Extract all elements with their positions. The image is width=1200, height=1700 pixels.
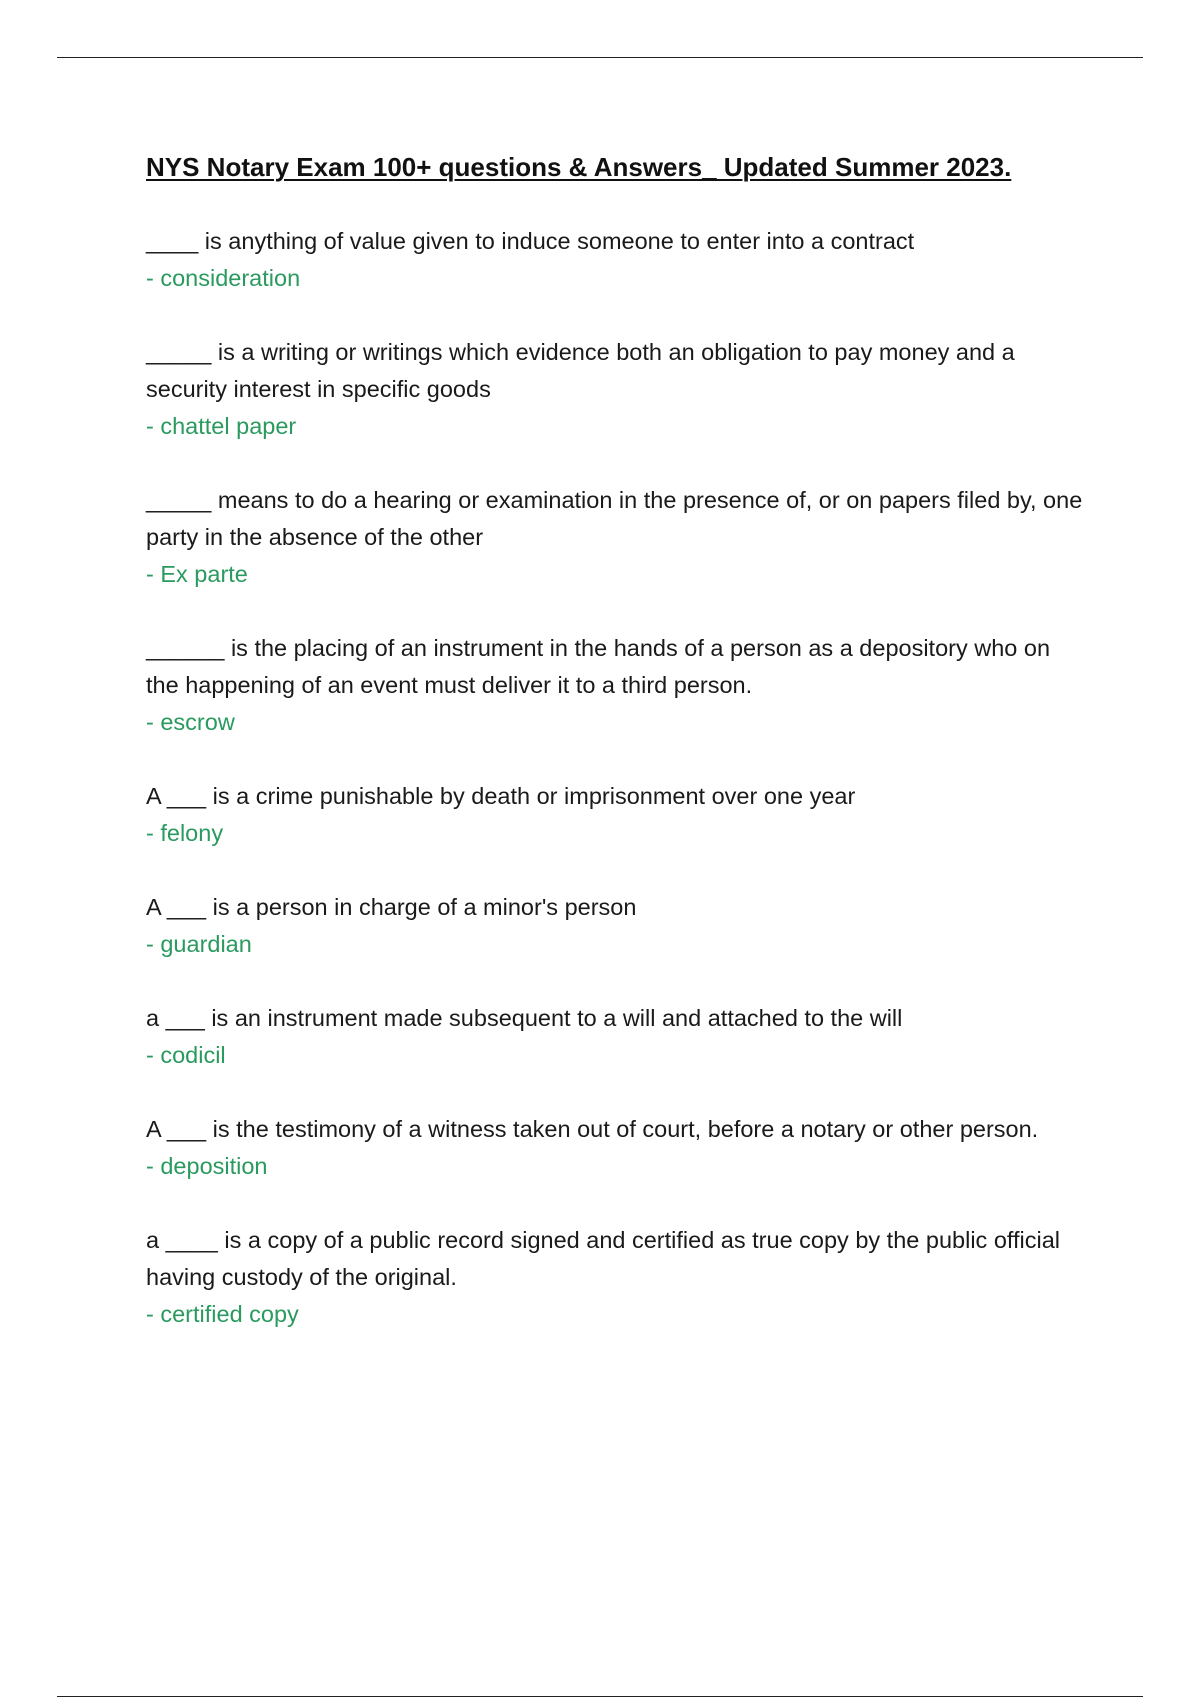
top-divider — [57, 57, 1143, 58]
qa-list — [146, 223, 1086, 1333]
question-text: ____ is anything of value given to induce someone to enter into a contract — [146, 228, 915, 254]
qa-item — [146, 630, 1086, 741]
answer-text: - Ex parte — [146, 561, 248, 587]
document-title: NYS Notary Exam 100+ questions & Answers_ Updated Summer 2023. — [146, 152, 1012, 182]
question-text: A ___ is a person in charge of a minor's person — [146, 894, 637, 920]
qa-item — [146, 889, 1086, 963]
bottom-divider — [57, 1696, 1143, 1697]
question-text: a ____ is a copy of a public record signed and certified as true copy by the public official having custody of the original. — [146, 1227, 1060, 1290]
qa-item — [146, 1222, 1086, 1333]
answer-text: - certified copy — [146, 1301, 299, 1327]
answer-text: - deposition — [146, 1153, 268, 1179]
qa-item — [146, 334, 1086, 445]
answer-text: - guardian — [146, 931, 252, 957]
qa-item — [146, 1000, 1086, 1074]
document-body — [146, 146, 1086, 1370]
answer-text: - codicil — [146, 1042, 226, 1068]
answer-text: - consideration — [146, 265, 301, 291]
qa-item — [146, 1111, 1086, 1185]
qa-item — [146, 778, 1086, 852]
question-text: _____ is a writing or writings which evidence both an obligation to pay money and a security interest in specific goods — [146, 339, 1015, 402]
qa-item — [146, 482, 1086, 593]
qa-item — [146, 223, 1086, 297]
question-text: ______ is the placing of an instrument in the hands of a person as a depository who on the happening of an event must deliver it to a third person. — [146, 635, 1051, 698]
question-text: a ___ is an instrument made subsequent to a will and attached to the will — [146, 1005, 903, 1031]
question-text: _____ means to do a hearing or examination in the presence of, or on papers filed by, one party in the absence of the other — [146, 487, 1083, 550]
answer-text: - escrow — [146, 709, 235, 735]
answer-text: - chattel paper — [146, 413, 297, 439]
answer-text: - felony — [146, 820, 224, 846]
question-text: A ___ is the testimony of a witness taken out of court, before a notary or other person. — [146, 1116, 1039, 1142]
question-text: A ___ is a crime punishable by death or imprisonment over one year — [146, 783, 856, 809]
